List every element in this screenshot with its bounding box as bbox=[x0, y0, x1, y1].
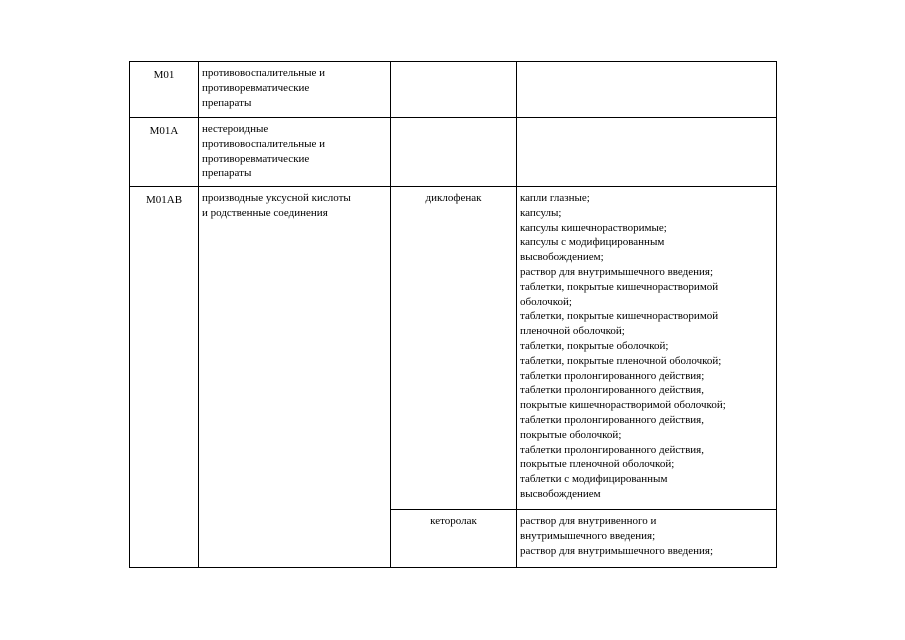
dosage-form-line: капсулы с модифицированным bbox=[520, 236, 665, 249]
group-line: препараты bbox=[202, 96, 252, 109]
atc-code: M01AB bbox=[145, 194, 183, 206]
group-line: производные уксусной кислоты bbox=[202, 192, 351, 204]
group-line: противоревматические bbox=[202, 152, 310, 165]
atc-code: M01A bbox=[149, 125, 179, 137]
group-line: противовоспалительные и bbox=[202, 137, 326, 150]
atc-code-cell bbox=[130, 118, 199, 187]
dosage-form-line: раствор для внутримышечного введения; bbox=[520, 544, 714, 557]
drug-cell bbox=[391, 62, 517, 118]
dosage-form-line: высвобождением bbox=[520, 487, 601, 500]
dosage-form-line: таблетки, покрытые оболочкой; bbox=[520, 339, 669, 352]
dosage-form-line: раствор для внутримышечного введения; bbox=[520, 265, 714, 278]
group-line: препараты bbox=[202, 167, 252, 180]
drug-cell bbox=[391, 118, 517, 187]
dosage-form-line: капсулы кишечнорастворимые; bbox=[520, 221, 667, 234]
dosage-forms-cell bbox=[517, 187, 777, 510]
atc-code-cell bbox=[130, 187, 199, 568]
atc-code: M01 bbox=[153, 69, 175, 81]
dosage-form-line: таблетки пролонгированного действия, bbox=[520, 413, 704, 426]
group-cell bbox=[199, 187, 391, 568]
dosage-form-line: покрытые кишечнорастворимой оболочкой; bbox=[520, 399, 726, 412]
group-cell bbox=[199, 118, 391, 187]
dosage-form-line: таблетки пролонгированного действия; bbox=[520, 369, 705, 382]
group-line: противоревматические bbox=[202, 81, 310, 94]
dosage-form-line: таблетки, покрытые пленочной оболочкой; bbox=[520, 354, 722, 367]
dosage-form-line: капли глазные; bbox=[520, 192, 590, 204]
group-cell bbox=[199, 62, 391, 118]
dosage-form-line: внутримышечного введения; bbox=[520, 529, 656, 542]
dosage-form-line: высвобождением; bbox=[520, 251, 604, 264]
dosage-form-line: раствор для внутривенного и bbox=[520, 515, 657, 527]
dosage-form-line: покрытые пленочной оболочкой; bbox=[520, 458, 675, 471]
dosage-forms-cell bbox=[517, 510, 777, 568]
dosage-form-line: таблетки, покрытые кишечнорастворимой bbox=[520, 310, 719, 323]
dosage-form-line: таблетки с модифицированным bbox=[520, 473, 668, 486]
dosage-form-line: таблетки, покрытые кишечнорастворимой bbox=[520, 280, 719, 293]
dosage-form-line: таблетки пролонгированного действия, bbox=[520, 443, 704, 456]
group-line: нестероидные bbox=[202, 123, 269, 135]
group-line: противовоспалительные и bbox=[202, 67, 326, 79]
dosage-form-line: капсулы; bbox=[520, 206, 562, 219]
drug-name: диклофенак bbox=[425, 192, 482, 204]
table-row bbox=[130, 187, 777, 510]
atc-code-cell bbox=[130, 62, 199, 118]
dosage-forms-cell bbox=[517, 62, 777, 118]
dosage-form-line: таблетки пролонгированного действия, bbox=[520, 384, 704, 397]
drug-cell bbox=[391, 187, 517, 510]
table-row bbox=[130, 118, 777, 187]
drug-name: кеторолак bbox=[430, 515, 477, 527]
dosage-forms-cell bbox=[517, 118, 777, 187]
drug-classification-table bbox=[129, 61, 777, 568]
dosage-form-line: оболочкой; bbox=[520, 295, 572, 308]
drug-cell bbox=[391, 510, 517, 568]
dosage-form-line: пленочной оболочкой; bbox=[520, 325, 625, 338]
group-line: и родственные соединения bbox=[202, 206, 328, 219]
dosage-form-line: покрытые оболочкой; bbox=[520, 428, 622, 441]
table-row bbox=[130, 62, 777, 118]
